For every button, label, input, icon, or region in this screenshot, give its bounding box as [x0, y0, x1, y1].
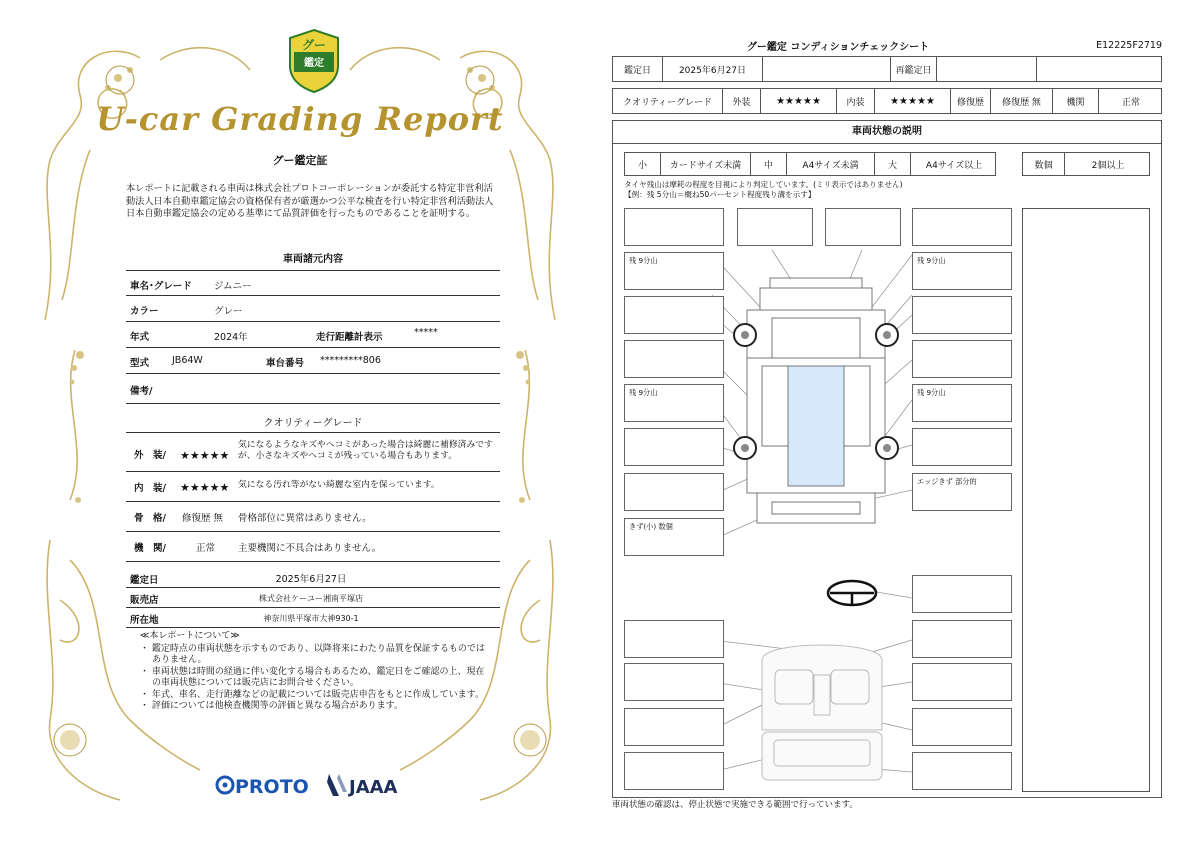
quality-row-frame	[126, 502, 500, 532]
exterior-text: 気になるようなキズやヘコミがあった場合は綺麗に補修済みですが、小さなキズやヘコミが残っている場合もあります。	[238, 440, 493, 461]
model-value: JB64W	[172, 355, 203, 366]
interior-box	[624, 708, 724, 746]
tire-note-line-1: タイヤ残山は摩耗の程度を目視により判定しています。(ミリ表示ではありません)	[624, 180, 903, 189]
blank-cell	[763, 57, 891, 81]
inspection-date-label: 鑑定日	[613, 57, 663, 81]
damage-box	[624, 473, 724, 511]
check-sheet-title: グー鑑定 コンディションチェックシート	[746, 42, 930, 53]
info-row-date	[126, 568, 500, 588]
interior-box	[624, 752, 724, 790]
certificate-text: 本レポートに記載される車両は株式会社プロトコーポレーションが委託する特定非営利活動法人日本自動車鑑定協会の資格保有者が厳選かつ公平な検査を行い特定非営利活動法人日本自動車鑑定協会の定める基準にて品質評価を行ったものであることを証明する。	[126, 183, 494, 219]
remarks-label: 備考/	[130, 386, 153, 397]
medium-value: A4サイズ未満	[787, 153, 875, 175]
tire-rear-left-text: 残 9分山	[629, 388, 658, 397]
goo-kantei-badge	[286, 28, 342, 94]
chassis-label: 車台番号	[266, 358, 305, 369]
document-id: E12225F2719	[1096, 40, 1162, 51]
quality-grade-label: クオリティーグレード	[613, 89, 723, 113]
interior-stars: ★★★★★	[875, 89, 951, 113]
inspection-date-value: 2025年6月27日	[663, 57, 763, 81]
info-row-address	[126, 608, 500, 628]
interior-label: 内 装/	[134, 483, 166, 494]
frame-text: 骨格部位に異常はありません。	[238, 513, 372, 524]
spec-row-color	[126, 296, 500, 322]
year-label: 年式	[130, 332, 150, 343]
color-label: カラー	[130, 306, 159, 317]
name-value: ジムニー	[214, 281, 252, 292]
reinspection-date-label: 再鑑定日	[891, 57, 937, 81]
info-row-shop	[126, 588, 500, 608]
small-label: 小	[625, 153, 661, 175]
shop-label: 販売店	[130, 595, 159, 606]
shop-value: 株式会社ケーユー湘南平塚店	[259, 594, 363, 603]
note-item: ・ 車両状態は時間の経過に伴い変化する場合もあるため、鑑定日をご確認の上、現在の車両状態については販売店にお問合せください。	[140, 666, 485, 688]
count-legend	[1022, 152, 1150, 176]
logos	[215, 770, 415, 800]
damage-box	[624, 296, 724, 334]
tire-rear-right-box	[912, 384, 1012, 422]
repair-value: 修復歴 無	[991, 89, 1053, 113]
scratch-box	[624, 518, 724, 556]
interior-box	[624, 663, 724, 701]
damage-box	[624, 208, 724, 246]
damage-box	[912, 428, 1012, 466]
quality-row-exterior	[126, 432, 500, 472]
small-value: カードサイズ未満	[661, 153, 751, 175]
reinspection-date-value	[937, 57, 1037, 81]
address-value: 神奈川県平塚市大神930-1	[263, 614, 359, 623]
engine-label: 機関	[1053, 89, 1099, 113]
mileage-value: *****	[414, 327, 438, 338]
chassis-value: *********806	[320, 355, 381, 366]
damage-box	[912, 296, 1012, 334]
interior-box	[912, 620, 1012, 658]
interior-label: 内装	[837, 89, 875, 113]
proto-jaaa-logo	[215, 770, 415, 800]
damage-box	[737, 208, 813, 246]
exterior-stars: ★★★★★	[180, 449, 230, 462]
scratch-text: きず(小) 数個	[629, 522, 673, 531]
notes-heading: ≪本レポートについて≫	[140, 631, 240, 641]
engine-value: 正常	[1121, 97, 1140, 108]
damage-box	[825, 208, 901, 246]
steering-box	[912, 575, 1012, 613]
quality-section-title: クオリティーグレード	[263, 418, 363, 429]
report-title: U-car Grading Report	[96, 100, 504, 138]
exterior-stars: ★★★★★	[761, 89, 837, 113]
repair-label: 修復歴	[951, 89, 991, 113]
name-label: 車名･グレード	[130, 281, 192, 292]
note-item: ・ 鑑定時点の車両状態を示すものであり、以降将来にわたり品質を保証するものではありません。	[140, 643, 485, 665]
spec-section-title: 車両諸元内容	[283, 254, 343, 265]
footnote: 車両状態の確認は、停止状態で実施できる範囲で行っています。	[612, 800, 858, 810]
svg-text:JAAA: JAAA	[349, 777, 398, 798]
tire-front-right-text: 残 9分山	[917, 256, 946, 265]
svg-text:PROTO: PROTO	[235, 776, 309, 798]
spec-row-remarks	[126, 374, 500, 404]
large-value: A4サイズ以上	[925, 160, 983, 171]
blank-cell	[1037, 57, 1163, 81]
exterior-label: 外 装/	[134, 450, 166, 461]
year-value: 2024年	[214, 332, 248, 343]
certificate-title: グー鑑定証	[272, 154, 328, 167]
interior-text: 気になる汚れ等がない綺麗な室内を保っています。	[238, 480, 440, 490]
quality-grade-row	[612, 88, 1162, 114]
model-label: 型式	[130, 358, 150, 369]
quality-row-interior	[126, 472, 500, 502]
spec-row-name	[126, 270, 500, 296]
damage-box	[912, 340, 1012, 378]
svg-text:グー: グー	[301, 38, 327, 52]
tire-front-right-box	[912, 252, 1012, 290]
engine-value: 正常	[196, 543, 216, 554]
address-label: 所在地	[130, 615, 159, 626]
engine-label: 機 関/	[134, 543, 166, 554]
interior-box	[624, 620, 724, 658]
damage-box	[912, 208, 1012, 246]
interior-box	[912, 663, 1012, 701]
frame-value: 修復歴 無	[182, 513, 224, 524]
tire-note	[624, 180, 903, 200]
tire-rear-right-text: 残 9分山	[917, 388, 946, 397]
engine-text: 主要機関に不具合はありません。	[238, 543, 382, 554]
condition-explanation-title: 車両状態の説明	[612, 120, 1162, 144]
report-notes	[140, 631, 490, 713]
date-label: 鑑定日	[130, 575, 159, 586]
exterior-label: 外装	[723, 89, 761, 113]
medium-label: 中	[751, 153, 787, 175]
interior-box	[912, 708, 1012, 746]
interior-stars: ★★★★★	[180, 481, 230, 494]
mileage-label: 走行距離計表示	[316, 332, 383, 343]
damage-box	[624, 340, 724, 378]
edge-damage-box	[912, 473, 1012, 511]
date-value: 2025年6月27日	[275, 574, 347, 585]
note-item: ・ 年式、車名、走行距離などの記載については販売店申告をもとに作成しています。	[140, 689, 484, 700]
count-label: 数個	[1023, 153, 1065, 175]
spec-row-model	[126, 348, 500, 374]
tire-front-left-text: 残 9分山	[629, 256, 658, 265]
note-item: ・ 評価については他検査機関等の評価と異なる場合があります。	[140, 701, 403, 711]
quality-row-engine	[126, 532, 500, 562]
color-value: グレー	[214, 306, 243, 317]
svg-text:鑑定: 鑑定	[304, 58, 324, 69]
inspection-date-row	[612, 56, 1162, 82]
edge-damage-text: エッジきず 部分的	[917, 477, 977, 486]
large-label: 大	[875, 153, 911, 175]
count-value: 2個以上	[1091, 160, 1125, 171]
tire-note-line-2: 【例：残 5分山＝概ね50パーセント程度残り溝を示す】	[624, 190, 816, 199]
spec-row-year	[126, 322, 500, 348]
interior-box	[912, 752, 1012, 790]
frame-label: 骨 格/	[134, 513, 166, 524]
tire-front-left-box	[624, 252, 724, 290]
damage-size-legend	[624, 152, 996, 176]
notes-column	[1022, 208, 1150, 792]
damage-box	[624, 428, 724, 466]
tire-rear-left-box	[624, 384, 724, 422]
